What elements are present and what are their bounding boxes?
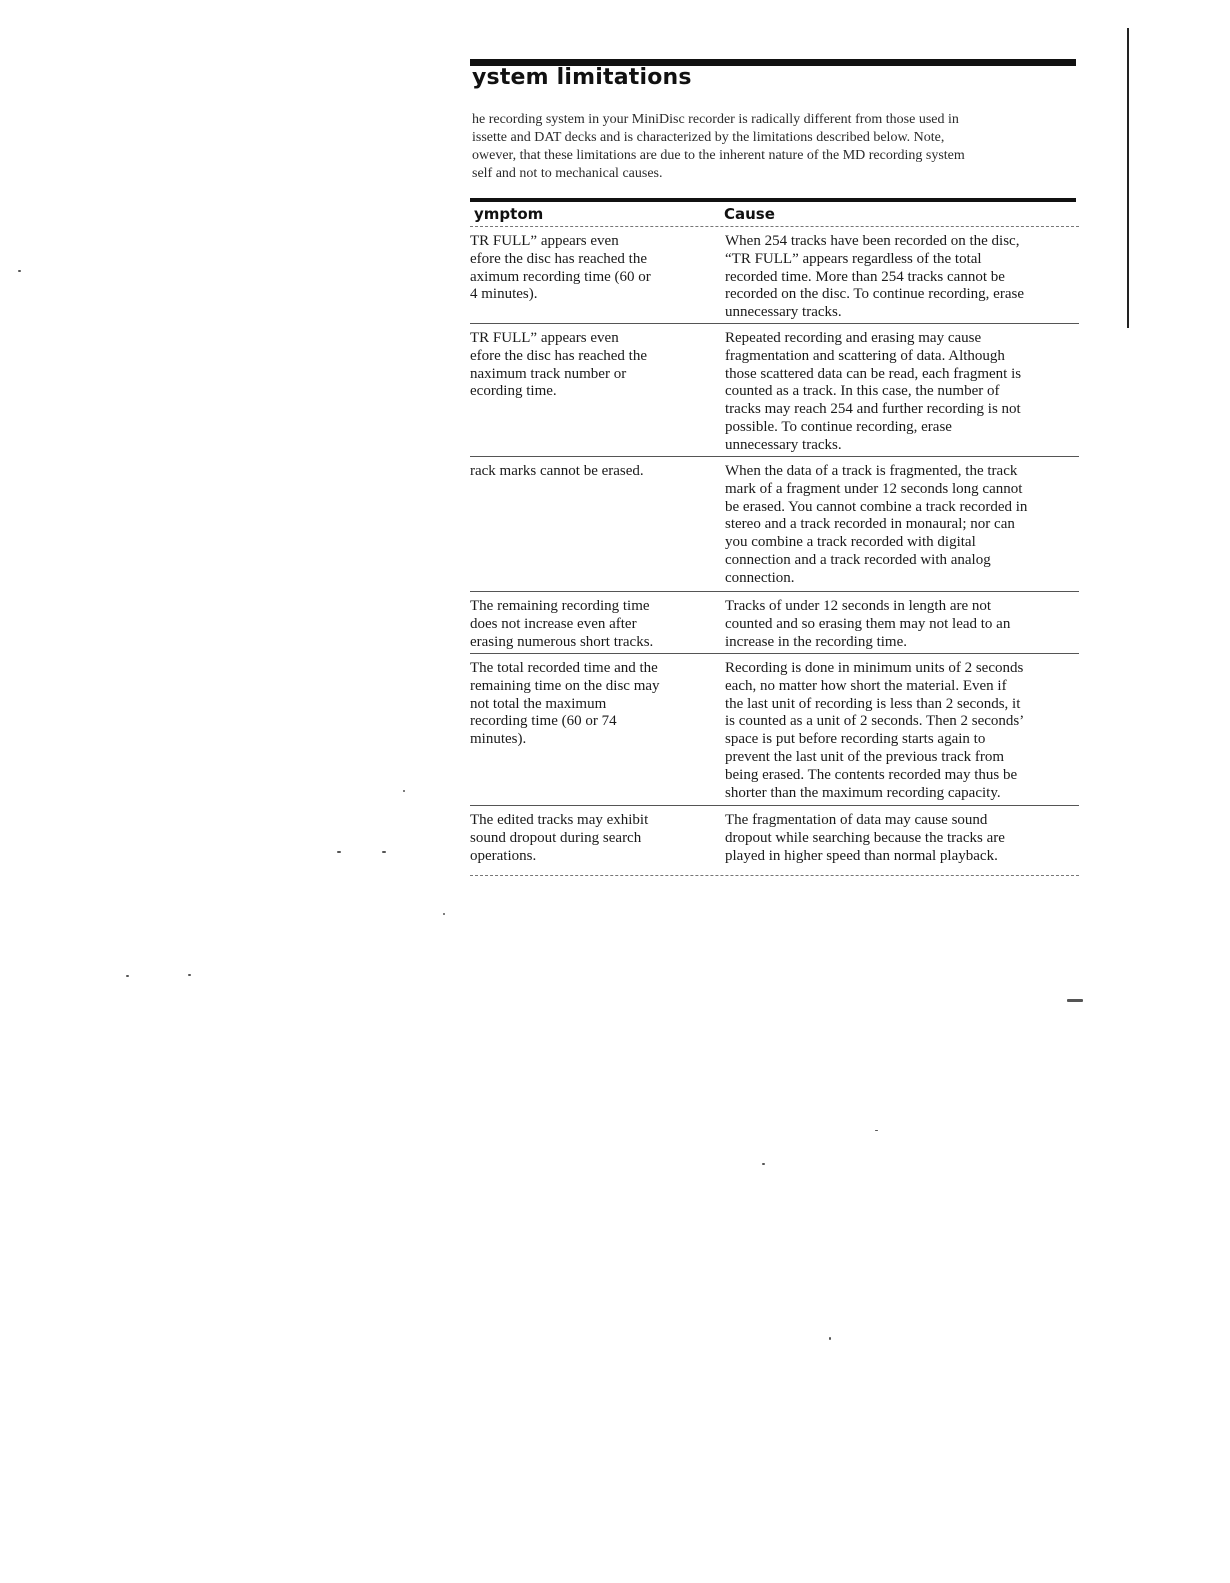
cell-line: efore the disc has reached the [470,250,647,267]
cell-line: fragmentation and scattering of data. Although [725,347,1005,364]
cell-line: The fragmentation of data may cause sound [725,812,988,828]
scan-mark [443,913,445,915]
cell-line: remaining time on the disc may [470,677,660,694]
cell-line: Recording is done in minimum units of 2 seconds [725,660,1024,676]
cell-line: The total recorded time and the [470,660,658,676]
intro-line: self and not to mechanical causes. [472,166,663,181]
cell-line: tracks may reach 254 and further recording is not [725,401,1021,418]
cell-line: possible. To continue recording, erase [725,418,952,435]
table-row [470,805,1079,875]
scan-mark [126,975,129,977]
table-row [470,653,1079,805]
cell-line: mark of a fragment under 12 seconds long cannot [725,480,1023,497]
cell-line: operations. [470,847,537,864]
scan-mark [188,974,191,976]
cell-line: aximum recording time (60 or [470,268,651,285]
cell-line: dropout while searching because the tracks are [725,829,1005,846]
cell-line: 4 minutes). [470,286,538,303]
cause-cell [725,598,1079,651]
scan-mark [337,851,341,853]
cell-line: TR FULL” appears even [470,330,619,346]
cause-cell [725,233,1079,322]
table-row [470,456,1079,591]
intro-line: he recording system in your MiniDisc recorder is radically different from those used in [472,112,959,127]
cell-line: those scattered data can be read, each fragment is [725,365,1022,382]
cell-line: being erased. The contents recorded may thus be [725,766,1018,783]
cell-line: be erased. You cannot combine a track recorded in [725,498,1028,515]
cell-line: efore the disc has reached the [470,347,647,364]
table-top-rule [470,198,1076,202]
cell-line: does not increase even after [470,615,637,632]
symptom-cell [470,598,705,651]
scan-mark [403,790,405,792]
symptom-cell [470,660,705,749]
cell-line: counted and so erasing them may not lead to an [725,615,1011,632]
scan-mark [18,270,21,272]
cell-line: The remaining recording time [470,598,650,614]
cell-line: sound dropout during search [470,829,642,846]
margin-bar [1127,28,1129,328]
symptom-cell [470,330,705,401]
cell-line: stereo and a track recorded in monaural; nor can [725,516,1015,533]
table-row [470,323,1079,456]
cell-line: unnecessary tracks. [725,304,842,321]
scan-mark [829,1337,831,1340]
cell-line: recorded on the disc. To continue recording, erase [725,286,1024,303]
cell-line: prevent the last unit of the previous track from [725,748,1005,765]
cause-cell [725,812,1079,865]
cell-line: each, no matter how short the material. Even if [725,677,1007,694]
cell-line: erasing numerous short tracks. [470,633,654,650]
intro-line: issette and DAT decks and is characterized by the limitations described below. Note, [472,130,945,145]
cell-line: is counted as a unit of 2 seconds. Then 2 seconds’ [725,713,1025,730]
intro-line: owever, that these limitations are due to the inherent nature of the MD recording system [472,148,965,163]
cell-line: space is put before recording starts again to [725,731,986,748]
cell-line: recording time (60 or 74 [470,713,617,730]
cause-header: Cause [724,205,775,223]
cell-line: the last unit of recording is less than 2 seconds, it [725,695,1021,712]
cell-line: ecording time. [470,383,557,400]
scan-mark [875,1130,878,1131]
symptom-cell [470,233,705,304]
table-row [470,226,1079,323]
cell-line: unnecessary tracks. [725,436,842,453]
intro-paragraph [472,111,1072,183]
scan-mark [382,851,386,853]
cell-line: not total the maximum [470,695,607,712]
cell-line: When the data of a track is fragmented, the track [725,463,1018,479]
page-title: ystem limitations [472,65,692,90]
cell-line: When 254 tracks have been recorded on the disc, [725,233,1020,249]
scan-mark [1067,999,1083,1002]
cell-line: rack marks cannot be erased. [470,463,644,479]
cell-line: connection and a track recorded with analog [725,551,991,568]
symptom-cell [470,812,705,865]
scan-mark [762,1163,765,1165]
cell-line: The edited tracks may exhibit [470,812,649,828]
cell-line: Tracks of under 12 seconds in length are not [725,598,992,614]
cell-line: TR FULL” appears even [470,233,619,249]
cause-cell [725,330,1079,455]
table-bottom-rule [470,875,1079,876]
cell-line: shorter than the maximum recording capacity. [725,784,1001,801]
cell-line: connection. [725,569,795,586]
cell-line: played in higher speed than normal playback. [725,847,998,864]
cell-line: minutes). [470,731,527,748]
table-row [470,591,1079,653]
symptom-header: ymptom [474,205,544,223]
cause-cell [725,463,1079,588]
cell-line: “TR FULL” appears regardless of the total [725,250,982,267]
cause-cell [725,660,1079,802]
cell-line: increase in the recording time. [725,633,908,650]
cell-line: counted as a track. In this case, the number of [725,383,1000,400]
cell-line: you combine a track recorded with digital [725,534,976,551]
cell-line: recorded time. More than 254 tracks cannot be [725,268,1005,285]
cell-line: naximum track number or [470,365,627,382]
cell-line: Repeated recording and erasing may cause [725,330,982,346]
symptom-cell [470,463,705,481]
